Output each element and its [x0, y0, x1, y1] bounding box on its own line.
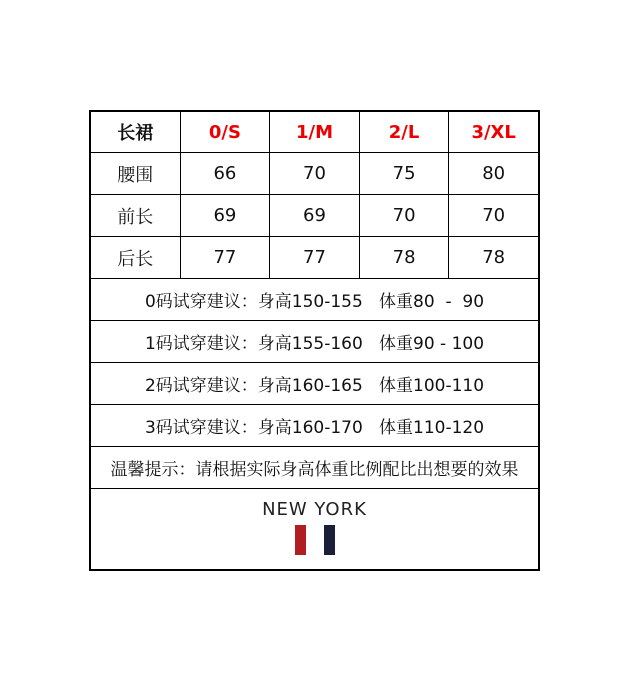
- brand-logo: [91, 489, 538, 569]
- navy-stripe: [324, 525, 335, 555]
- value-cell: 78: [482, 247, 506, 268]
- row-label: 后长: [91, 237, 181, 278]
- suggestion-row-2: [91, 363, 538, 405]
- row-label: 腰围: [91, 153, 181, 194]
- size-header-3xl: 3/XL: [471, 121, 516, 143]
- table-row-back-length: [91, 237, 538, 279]
- brand-name: NEW YORK: [262, 499, 367, 520]
- value-cell: 77: [181, 237, 271, 278]
- table-row-front-length: [91, 195, 538, 237]
- brand-row: [91, 489, 538, 569]
- suggestion-row-1: [91, 321, 538, 363]
- value-cell: 77: [270, 237, 360, 278]
- size-header-2l: 2/L: [360, 112, 450, 152]
- suggestion-row-3: [91, 405, 538, 447]
- red-stripe: [295, 525, 306, 555]
- suggestion-text: 0码试穿建议：身高150-155 体重80 - 90: [144, 292, 485, 312]
- header-row: [91, 112, 538, 153]
- tip-row: [91, 447, 538, 489]
- header-label-cell: 长裙: [91, 112, 181, 152]
- value-cell: 78: [360, 237, 450, 278]
- value-cell: 66: [181, 153, 271, 194]
- value-cell: 69: [181, 195, 271, 236]
- value-cell: 80: [482, 163, 506, 184]
- size-chart-table: [89, 110, 540, 571]
- value-cell: 70: [482, 205, 506, 226]
- value-cell: 70: [270, 153, 360, 194]
- size-header-1m: 1/M: [270, 112, 360, 152]
- value-cell: 75: [360, 153, 450, 194]
- value-cell: 69: [270, 195, 360, 236]
- suggestion-text: 2码试穿建议：身高160-165 体重100-110: [144, 376, 485, 396]
- suggestion-row-0: [91, 279, 538, 321]
- suggestion-text: 3码试穿建议：身高160-170 体重110-120: [144, 418, 485, 438]
- row-label: 前长: [91, 195, 181, 236]
- size-header-0s: 0/S: [181, 112, 271, 152]
- brand-stripes: [295, 525, 335, 555]
- table-row-waist: [91, 153, 538, 195]
- suggestion-text: 1码试穿建议：身高155-160 体重90 - 100: [144, 334, 485, 354]
- tip-text: 温馨提示：请根据实际身高体重比例配比出想要的效果: [110, 460, 519, 480]
- value-cell: 70: [360, 195, 450, 236]
